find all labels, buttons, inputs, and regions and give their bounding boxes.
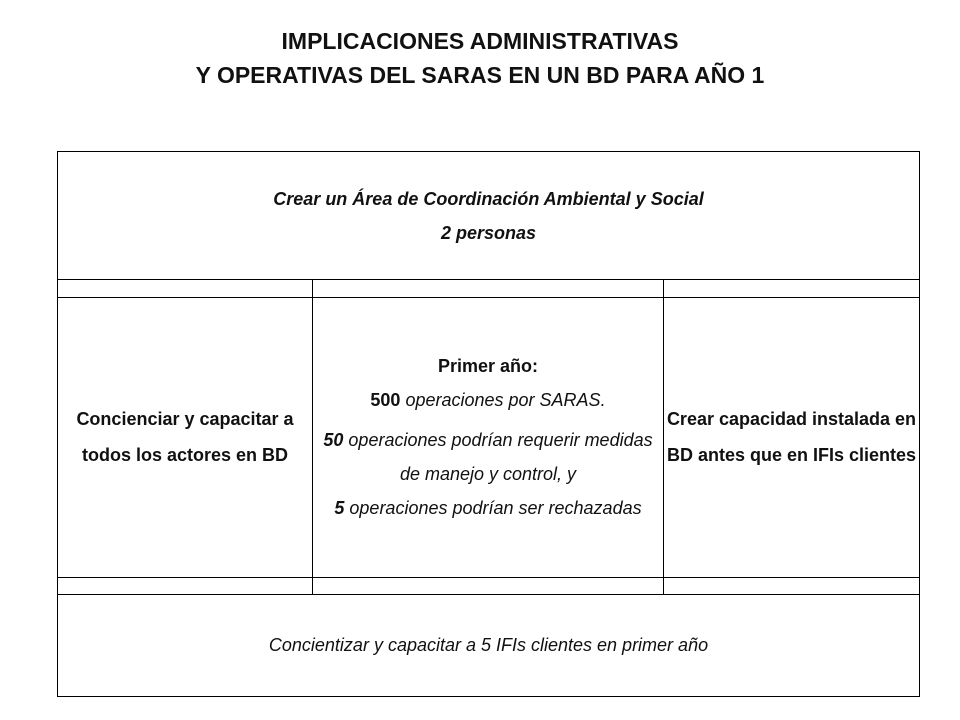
operations-item-2: [313, 423, 663, 491]
spacer-cell: [664, 280, 920, 297]
ifi-training-text: Concientizar y capacitar a 5 IFIs clientes en primer año: [268, 635, 709, 656]
training-text: Concienciar y capacitar a todos los actores en BD: [76, 409, 294, 466]
coordination-area-box: [58, 152, 920, 280]
title-line-2: Y OPERATIVAS DEL SARAS EN UN BD PARA AÑO 1: [195, 62, 765, 88]
spacer-cell: [664, 577, 920, 594]
coordination-area-title: Crear un Área de Coordinación Ambiental y Social: [273, 188, 704, 209]
ifi-training-box: [58, 594, 920, 696]
spacer-cell: [313, 280, 664, 297]
implications-table: [57, 151, 920, 697]
first-year-heading: Primer año:: [437, 356, 539, 377]
operations-item-3: [313, 491, 663, 525]
operations-count-3: 5: [334, 498, 345, 519]
coordination-area-staff: 2 personas: [440, 222, 537, 243]
operations-count-1: 500: [370, 390, 401, 411]
operations-item-1: [313, 383, 663, 417]
capacity-text: Crear capacidad instalada en BD antes que en IFIs clientes: [666, 409, 917, 466]
operations-count-2: 50: [323, 430, 344, 451]
operations-text-3: operaciones podrían ser rechazadas: [344, 498, 642, 519]
capacity-box: [664, 297, 920, 577]
title-line-1: IMPLICACIONES ADMINISTRATIVAS: [281, 28, 679, 54]
page-title: [0, 24, 960, 92]
operations-text-1: operaciones por SARAS.: [400, 390, 606, 411]
spacer-cell: [58, 280, 313, 297]
training-box: [58, 297, 313, 577]
operations-text-2: operaciones podrían requerir medidas de manejo y control, y: [343, 430, 653, 485]
spacer-cell: [58, 577, 313, 594]
spacer-cell: [313, 577, 664, 594]
first-year-box: [313, 297, 664, 577]
